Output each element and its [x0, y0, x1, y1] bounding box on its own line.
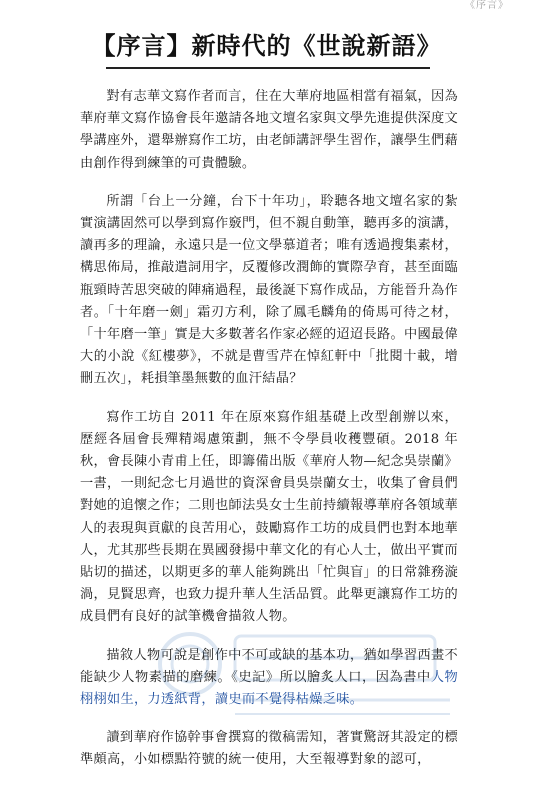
document-body [80, 86, 458, 788]
running-header: 《序言》 [465, 0, 509, 11]
highlighted-text: 人物栩栩如生，力透紙背，讀史而不覺得枯燥乏味。 [80, 669, 458, 708]
title-underline [106, 67, 430, 69]
paragraph-5: 讀到華府作協幹事會撰寫的徵稿需知，著實驚訝其設定的標準頗高，小如標點符號的統一使用，大至報導對象的認可， [80, 730, 458, 768]
paragraph-4 [80, 645, 458, 712]
paragraph-4-text: 描敘人物可說是創作中不可或缺的基本功，猶如學習西畫不能缺少人物素描的磨練。《史記》所以膾炙人口，因為書中人物栩栩如生，力透紙背，讀史而不覺得枯燥乏味。 [80, 647, 458, 708]
paragraph-3: 寫作工坊自 2011 年在原來寫作組基礎上改型創辦以來，歷經各屆會長殫精竭慮策劃，無不令學員收穫豐碩。2018 年秋，會長陳小青甫上任，即籌備出版《華府人物—紀念吳崇蘭》一書，一則紀念七月過世的資深會員吳崇蘭女士，收集了會員們對她的追懷之作；二則也師法吳女士生前持續報導華府各領域華人的表現與貢獻的良苦用心，鼓勵寫作工坊的成員們也對本地華人，尤其那些長期在異國發揚中華文化的有心人士，做出平實而貼切的描述，以期更多的華人能夠跳出「忙與盲」的日常雜務漩渦，見賢思齊，也致力提升華人生活品質。此舉更讓寫作工坊的成員們有良好的試筆機會描敘人物。 [80, 409, 458, 625]
paragraph-2: 所謂「台上一分鐘，台下十年功」，聆聽各地文壇名家的紮實演講固然可以學到寫作竅門，但不親自動筆，聽再多的演講，讀再多的理論，永遠只是一位文學慕道者；唯有透過搜集素材，構思佈局，推敲遣詞用字，反覆修改潤飾的實際孕育，甚至面臨瓶頸時苦思突破的陣痛過程，最後誕下寫作成品，方能晉升為作者。「十年磨一劍」霜刃方利，除了鳳毛麟角的倚馬可待之材，「十年磨一筆」實是大多數著名作家必經的迢迢長路。中國最偉大的小說《紅樓夢》，不就是曹雪芹在悼紅軒中「批閱十載，增刪五次」，耗損筆墨無數的血汗結晶？ [80, 193, 458, 387]
page-title: 【序言】新時代的《世說新語》 [91, 31, 442, 60]
paragraph-1: 對有志華文寫作者而言，住在大華府地區相當有福氣，因為華府華文寫作協會長年邀請各地文壇名家與文學先進提供深度文學講座外，還舉辦寫作工坊，由老師講評學生習作，讓學生們藉由創作得到練筆的可貴體驗。 [80, 89, 458, 171]
